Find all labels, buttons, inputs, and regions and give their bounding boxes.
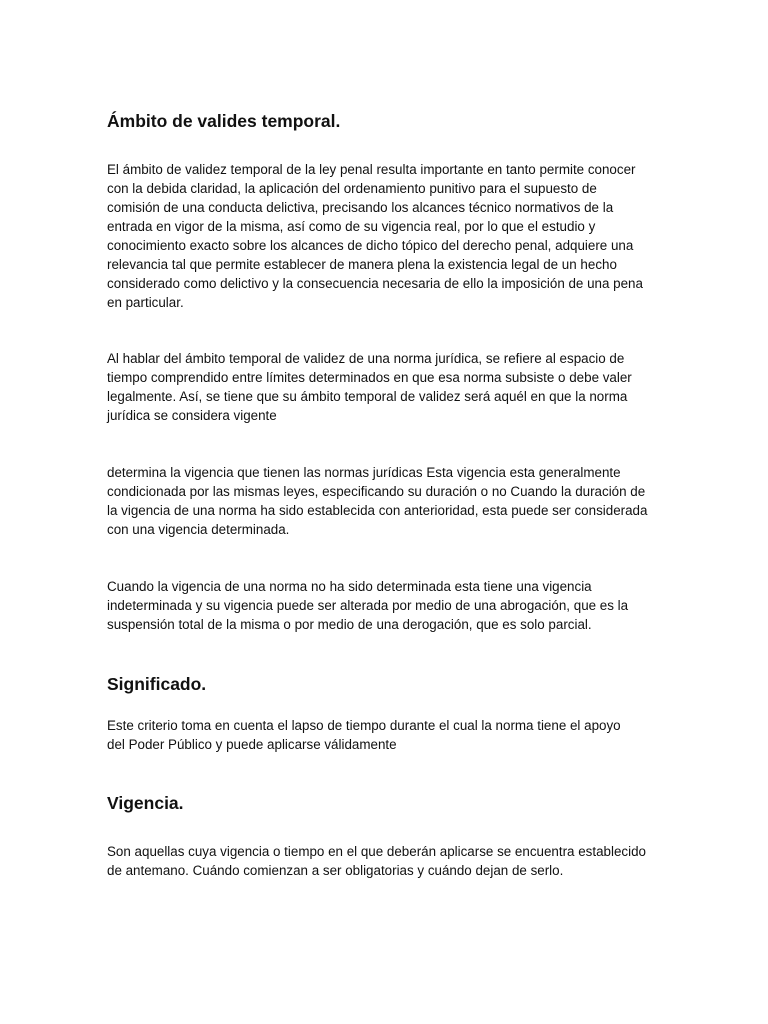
section-heading-vigencia: Vigencia. bbox=[107, 793, 184, 813]
text-line: indeterminada y su vigencia puede ser alterada por medio de una abrogación, que es la bbox=[107, 598, 629, 613]
text-line: comisión de una conducta delictiva, precisando los alcances técnico normativos de la bbox=[107, 200, 614, 215]
text-line: determina la vigencia que tienen las normas jurídicas Esta vigencia esta generalmente bbox=[107, 465, 621, 480]
text-line: condicionada por las mismas leyes, especificando su duración o no Cuando la duración de bbox=[107, 484, 646, 499]
text-line: tiempo comprendido entre límites determinados en que esa norma subsiste o debe valer bbox=[107, 370, 632, 385]
text-line: jurídica se considera vigente bbox=[107, 408, 277, 423]
text-line: Son aquellas cuya vigencia o tiempo en el que deberán aplicarse se encuentra establecido bbox=[107, 844, 646, 859]
text-line: en particular. bbox=[107, 295, 184, 310]
text-line: Cuando la vigencia de una norma no ha sido determinada esta tiene una vigencia bbox=[107, 579, 592, 594]
text-line: Este criterio toma en cuenta el lapso de tiempo durante el cual la norma tiene el apoyo bbox=[107, 718, 621, 733]
section-heading-ambito: Ámbito de valides temporal. bbox=[107, 111, 341, 131]
paragraph-ambito-temporal bbox=[107, 349, 659, 425]
text-line: entrada en vigor de la misma, así como de su vigencia real, por lo que el estudio y bbox=[107, 219, 596, 234]
text-line: Al hablar del ámbito temporal de validez de una norma jurídica, se refiere al espacio de bbox=[107, 351, 625, 366]
text-line: El ámbito de validez temporal de la ley penal resulta importante en tanto permite conocer bbox=[107, 162, 636, 177]
paragraph-validez-temporal bbox=[107, 160, 659, 312]
text-line: relevancia tal que permite establecer de manera plena la existencia legal de un hecho bbox=[107, 257, 617, 272]
paragraph-significado bbox=[107, 716, 659, 754]
paragraph-vigencia-determinada bbox=[107, 463, 659, 539]
paragraph-vigencia-indeterminada bbox=[107, 577, 659, 634]
section-heading-significado: Significado. bbox=[107, 674, 207, 694]
text-line: considerado como delictivo y la consecuencia necesaria de ello la imposición de una pena bbox=[107, 276, 643, 291]
text-line: legalmente. Así, se tiene que su ámbito temporal de validez será aquél en que la norma bbox=[107, 389, 628, 404]
text-line: con una vigencia determinada. bbox=[107, 522, 290, 537]
text-line: del Poder Público y puede aplicarse válidamente bbox=[107, 737, 397, 752]
text-line: suspensión total de la misma o por medio de una derogación, que es solo parcial. bbox=[107, 617, 592, 632]
text-line: de antemano. Cuándo comienzan a ser obligatorias y cuándo dejan de serlo. bbox=[107, 863, 564, 878]
text-line: la vigencia de una norma ha sido establecida con anterioridad, esta puede ser considerada bbox=[107, 503, 648, 518]
text-line: con la debida claridad, la aplicación del ordenamiento punitivo para el supuesto de bbox=[107, 181, 597, 196]
text-line: conocimiento exacto sobre los alcances de dicho tópico del derecho penal, adquiere una bbox=[107, 238, 634, 253]
paragraph-vigencia bbox=[107, 842, 659, 880]
